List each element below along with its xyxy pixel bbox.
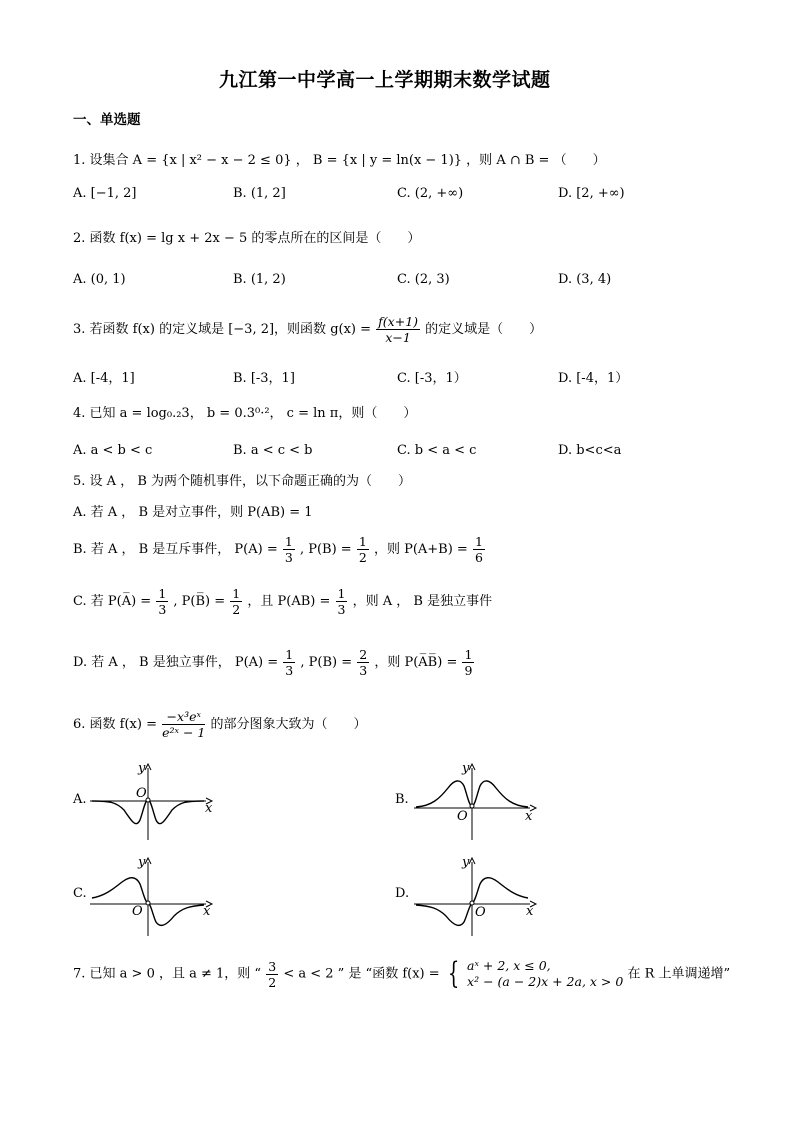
- graph-c: [88, 852, 218, 938]
- origin-label: O: [136, 786, 147, 801]
- q3-option-b: B. [-3，1]: [233, 371, 295, 386]
- q7-case-1: aˣ + 2, x ≤ 0,: [467, 958, 551, 973]
- axis-label-x: x: [526, 904, 534, 919]
- q2-option-c: C. (2, 3): [397, 272, 450, 287]
- q5-d-pre: D. 若 A ， B 是独立事件， P(A) =: [73, 655, 279, 670]
- origin-point: [470, 804, 474, 808]
- q5-d-mid2: ，则 P(A̅B̅) =: [374, 655, 458, 670]
- q5-c-frac3: [336, 586, 348, 617]
- origin-label: O: [457, 809, 468, 824]
- den: 2: [232, 602, 241, 617]
- q5-option-d: [73, 647, 475, 678]
- q5-b-frac2: [357, 534, 369, 565]
- q5-c-mid2: ，且 P(AB) =: [247, 594, 331, 609]
- origin-point: [470, 901, 474, 905]
- q7-case-2: x² − (a − 2)x + 2a, x > 0: [467, 974, 624, 989]
- graph-d: [412, 852, 542, 938]
- q5-c-frac2: [230, 586, 242, 617]
- q5-d-frac1: [283, 647, 295, 678]
- question-2-stem: 2. 函数 f(x) = lg x + 2x − 5 的零点所在的区间是（ ）: [73, 231, 421, 246]
- q3-fraction: [376, 314, 420, 345]
- q5-c-pre: C. 若 P(A̅) =: [73, 594, 152, 609]
- q2-option-a: A. (0, 1): [73, 272, 126, 287]
- den: 6: [474, 550, 483, 565]
- num: 1: [464, 647, 473, 662]
- q7-stem-post: 在 R 上单调递增”: [627, 966, 731, 982]
- q2-option-d: D. (3, 4): [558, 272, 612, 287]
- q7-stem-mid: < a < 2 ” 是 “函数 f(x) =: [283, 966, 440, 982]
- graph-a: [88, 758, 218, 842]
- q3-stem-pre: 3. 若函数 f(x) 的定义域是 [−3, 2]，则函数 g(x) =: [73, 322, 372, 337]
- den: 9: [464, 663, 473, 678]
- q7-frac-num: 3: [268, 958, 277, 974]
- num: 1: [474, 534, 483, 549]
- axis-label-y: y: [138, 855, 146, 870]
- num: 1: [158, 586, 167, 601]
- den: 3: [359, 663, 368, 678]
- q5-option-c: [73, 586, 492, 617]
- section-heading: 一、单选题: [73, 112, 141, 128]
- q7-fraction: [266, 959, 278, 990]
- q7-cases: [467, 958, 623, 990]
- q4-option-c: C. b < a < c: [397, 443, 477, 458]
- q5-d-frac2: [357, 647, 369, 678]
- q2-option-b: B. (1, 2): [233, 272, 286, 287]
- q6-label-b: B.: [395, 792, 409, 807]
- q1-option-b: B. (1, 2]: [233, 186, 286, 201]
- den: 3: [158, 602, 167, 617]
- q5-c-post: ，则 A ， B 是独立事件: [352, 594, 493, 609]
- q7-frac-den: 2: [268, 974, 277, 990]
- q5-d-frac3: [462, 647, 474, 678]
- num: 1: [232, 586, 241, 601]
- q3-option-a: A. [-4，1]: [73, 371, 135, 386]
- origin-point: [146, 901, 150, 905]
- axis-label-x: x: [205, 801, 213, 816]
- page-title: 九江第一中学高一上学期期末数学试题: [219, 69, 551, 91]
- q4-option-d: D. b<c<a: [558, 443, 622, 458]
- question-6-stem: [73, 709, 367, 740]
- origin-label: O: [475, 905, 486, 920]
- q6-label-a: A.: [73, 792, 87, 807]
- q5-b-mid2: ，则 P(A+B) =: [373, 542, 468, 557]
- den: 2: [358, 550, 367, 565]
- q5-b-frac3: [473, 534, 485, 565]
- q5-c-frac1: [156, 586, 168, 617]
- q3-option-c: C. [-3，1）: [397, 371, 467, 386]
- q6-frac-num: −x³eˣ: [162, 709, 205, 725]
- q6-label-c: C.: [73, 886, 87, 901]
- q3-frac-den: x−1: [385, 330, 411, 345]
- q6-label-d: D.: [395, 886, 410, 901]
- origin-label: O: [132, 904, 143, 919]
- num: 1: [337, 586, 346, 601]
- axis-label-x: x: [525, 809, 533, 824]
- question-5-stem: 5. 设 A ， B 为两个随机事件，以下命题正确的为（ ）: [73, 474, 412, 489]
- q1-option-c: C. (2, +∞): [397, 186, 464, 201]
- q1-option-d: D. [2, +∞): [558, 186, 625, 201]
- graph-b: [412, 758, 542, 842]
- question-1-stem: 1. 设集合 A = {x | x² − x − 2 ≤ 0} ， B = {x | y = ln(x − 1)} ，则 A ∩ B = （ ）: [73, 153, 606, 168]
- num: 1: [285, 647, 294, 662]
- q3-option-d: D. [-4，1）: [558, 371, 629, 386]
- q4-option-a: A. a < b < c: [73, 443, 153, 458]
- q3-stem-post: 的定义域是（ ）: [425, 322, 543, 337]
- num: 2: [359, 647, 368, 662]
- question-3-stem: [73, 314, 542, 345]
- question-7-stem: [73, 958, 730, 990]
- axis-label-y: y: [462, 761, 470, 776]
- q5-option-b: [73, 534, 486, 565]
- question-4-stem: 4. 已知 a = log₀.₂3， b = 0.3⁰·²， c = ln π，则（ ）: [73, 406, 417, 421]
- den: 3: [284, 550, 293, 565]
- q6-fraction: [162, 709, 205, 740]
- axis-label-y: y: [138, 761, 146, 776]
- axis-label-y: y: [462, 855, 470, 870]
- den: 3: [285, 663, 294, 678]
- q1-option-a: A. [−1, 2]: [73, 186, 137, 201]
- q7-brace: {: [447, 956, 460, 991]
- q6-frac-den: e²ˣ − 1: [162, 725, 206, 740]
- q6-stem-post: 的部分图象大致为（ ）: [210, 717, 367, 732]
- num: 1: [284, 534, 293, 549]
- q5-d-mid1: , P(B) =: [300, 655, 353, 670]
- q5-b-pre: B. 若 A ， B 是互斥事件， P(A) =: [73, 542, 278, 557]
- q5-b-frac1: [283, 534, 295, 565]
- q5-option-a: A. 若 A ， B 是对立事件，则 P(AB) = 1: [73, 505, 313, 520]
- q6-stem-pre: 6. 函数 f(x) =: [73, 717, 157, 732]
- den: 3: [337, 602, 346, 617]
- q7-stem-pre: 7. 已知 a > 0 ，且 a ≠ 1，则 “: [73, 966, 262, 982]
- q4-option-b: B. a < c < b: [233, 443, 313, 458]
- q5-b-mid1: , P(B) =: [299, 542, 352, 557]
- q5-c-mid1: , P(B̅) =: [173, 594, 226, 609]
- q3-frac-num: f(x+1): [378, 314, 419, 329]
- num: 1: [358, 534, 367, 549]
- axis-label-x: x: [203, 904, 211, 919]
